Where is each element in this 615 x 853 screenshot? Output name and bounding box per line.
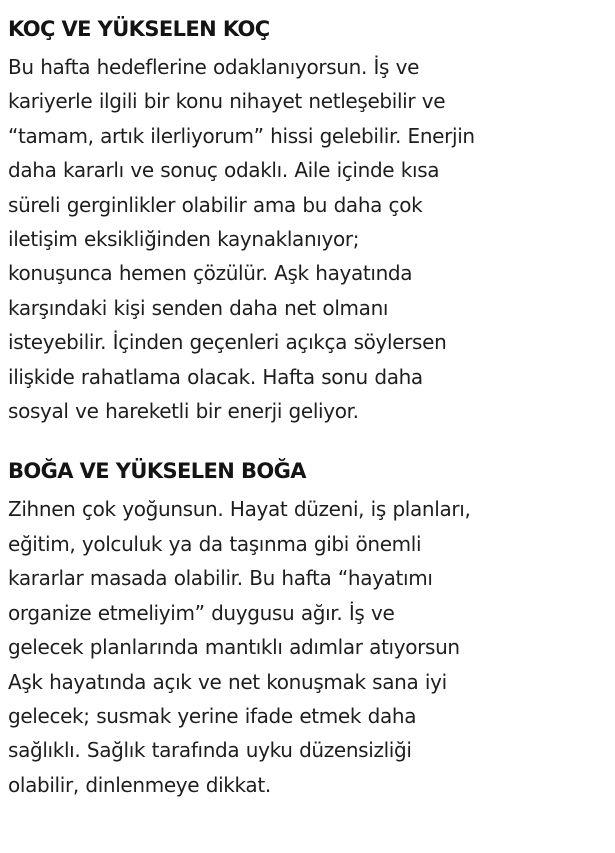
text-line: sağlıklı. Sağlık tarafında uyku düzensizliği: [8, 738, 412, 763]
text-line: olabilir, dinlenmeye dikkat.: [8, 772, 271, 797]
text-line: karşındaki kişi senden daha net olmanı: [8, 295, 389, 320]
text-line: organize etmeliyim” duygusu ağır. İş ve: [8, 600, 395, 625]
text-line: Bu hafta hedeflerine odaklanıyorsun. İş ve: [8, 55, 420, 79]
text-line: daha kararlı ve sonuç odaklı. Aile içinde kısa: [8, 158, 440, 183]
section-title-boga: BOĞA VE YÜKSELEN BOĞA: [8, 459, 306, 484]
text-line: iletişim eksikliğinden kaynaklanıyor;: [8, 227, 360, 252]
text-line: gelecek planlarında mantıklı adımlar atıyorsun: [8, 635, 460, 660]
section-title-koc: KOÇ VE YÜKSELEN KOÇ: [8, 17, 270, 41]
text-line: konuşunca hemen çözülür. Aşk hayatında: [8, 261, 413, 286]
section-koc: [8, 14, 609, 428]
text-line: “tamam, artık ilerliyorum” hissi gelebilir. Enerjin: [8, 123, 475, 148]
text-line: Zihnen çok yoğunsun. Hayat düzeni, iş planları,: [8, 497, 471, 522]
text-line: kariyerle ilgili bir konu nihayet netleşebilir ve: [8, 89, 446, 114]
section-boga: [8, 456, 609, 802]
text-line: isteyebilir. İçinden geçenleri açıkça söylersen: [8, 330, 447, 355]
text-line: Aşk hayatında açık ve net konuşmak sana iyi: [8, 669, 447, 694]
text-line: süreli gerginlikler olabilir ama bu daha çok: [8, 192, 423, 217]
section-body-boga: [8, 492, 609, 802]
text-line: eğitim, yolculuk ya da taşınma gibi önemli: [8, 531, 422, 556]
text-line: sosyal ve hareketli bir enerji geliyor.: [8, 399, 359, 424]
text-line: gelecek; susmak yerine ifade etmek daha: [8, 703, 417, 728]
text-line: ilişkide rahatlama olacak. Hafta sonu daha: [8, 364, 423, 389]
text-line: kararlar masada olabilir. Bu hafta “hayatımı: [8, 566, 433, 591]
section-body-koc: [8, 50, 609, 428]
